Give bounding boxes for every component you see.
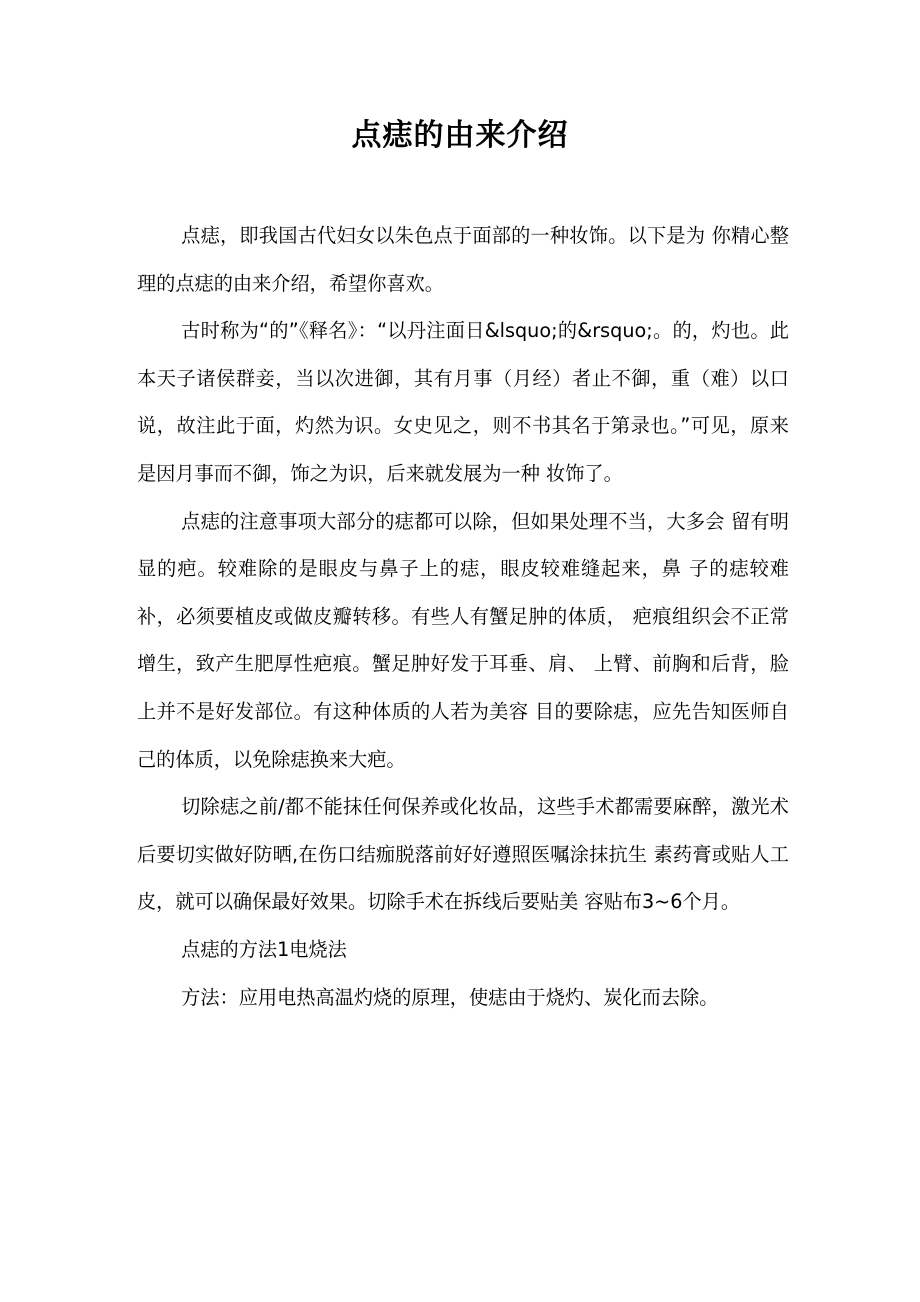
page-title: 点痣的由来介绍 [351, 118, 569, 154]
article-body [137, 212, 789, 1021]
paragraph-origin: 古时称为“的”《释名》：“以丹注面日&lsquo;的&rsquo;。的，灼也。此本天子诸侯群妾，当以次进御，其有月事（月经）者止不御，重（难）以口说，故注此于面，灼然为识。女史见之，则不书其名于第录也。”可见，原来是因月事而不御，饰之为识，后来就发展为一种 妆饰了。 [137, 319, 789, 485]
paragraph-intro: 点痣，即我国古代妇女以朱色点于面部的一种妆饰。以下是为 你精心整理的点痣的由来介绍，希望你喜欢。 [137, 224, 789, 295]
paragraph-aftercare: 切除痣之前/都不能抹任何保养或化妆品，这些手术都需要麻醉，激光术后要切实做好防晒,在伤口结痂脱落前好好遵照医嘱涂抹抗生 素药膏或贴人工皮，就可以确保最好效果。切除手术在拆线后要贴美 容贴布3~6个月。 [137, 795, 789, 914]
paragraph-method-heading: 点痣的方法1电烧法 [181, 937, 347, 961]
paragraph-method-description: 方法：应用电热高温灼烧的原理，使痣由于烧灼、炭化而去除。 [181, 985, 719, 1009]
paragraph-precautions: 点痣的注意事项大部分的痣都可以除，但如果处理不当，大多会 留有明显的疤。较难除的是眼皮与鼻子上的痣，眼皮较难缝起来，鼻 子的痣较难补，必须要植皮或做皮瓣转移。有些人有蟹足肿的体质， 疤痕组织会不正常增生，致产生肥厚性疤痕。蟹足肿好发于耳垂、肩、 上臂、前胸和后背，脸上并不是好发部位。有这种体质的人若为美容 目的要除痣，应先告知医师自己的体质，以免除痣换来大疤。 [137, 509, 789, 771]
